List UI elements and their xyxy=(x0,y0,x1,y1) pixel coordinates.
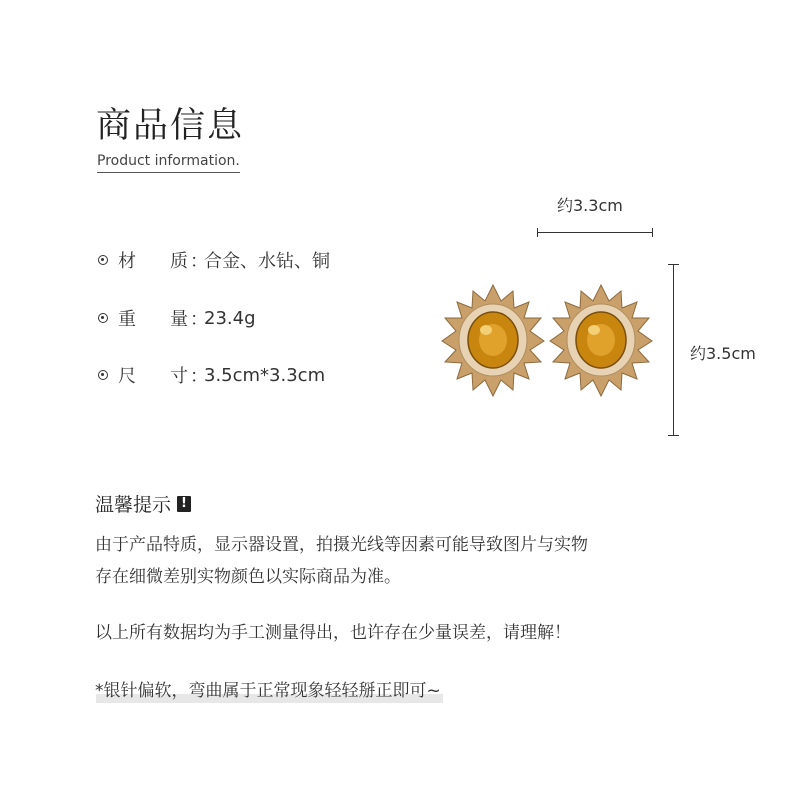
bullet-icon xyxy=(98,370,108,380)
notice-heading xyxy=(95,490,191,517)
page-subtitle: Product information. xyxy=(97,153,240,169)
dimension-cap xyxy=(668,435,679,436)
subtitle-underline xyxy=(97,172,240,173)
spec-colon: ： xyxy=(190,366,208,387)
dimension-cap xyxy=(652,228,653,237)
spec-row-weight xyxy=(98,306,256,330)
page-title: 商品信息 xyxy=(96,106,245,146)
spec-value-size: 3.5cm*3.3cm xyxy=(204,364,326,386)
spec-key-first: 尺 xyxy=(118,366,136,387)
height-dimension-label: 约3.5cm xyxy=(690,344,756,363)
notice-line-3: 以上所有数据均为手工测量得出，也许存在少量误差，请理解！ xyxy=(95,623,571,643)
width-dimension-line xyxy=(537,232,653,233)
earring-right-image xyxy=(548,283,654,398)
bullet-icon xyxy=(98,313,108,323)
notice-title: 温馨提示 xyxy=(95,494,172,516)
spec-colon: ： xyxy=(190,251,208,272)
earring-left-image xyxy=(440,283,546,398)
notice-line-1: 由于产品特质，显示器设置，拍摄光线等因素可能导致图片与实物 xyxy=(95,535,588,555)
notice-line-4: *银针偏软，弯曲属于正常现象轻轻掰正即可~ xyxy=(95,681,441,701)
spec-value-weight: 23.4g xyxy=(204,307,256,329)
spec-value-material: 合金、水钻、铜 xyxy=(204,251,330,272)
spec-key-first: 重 xyxy=(118,309,136,330)
spec-key-second: 质 xyxy=(170,251,188,272)
exclamation-icon: ! xyxy=(177,496,191,512)
spec-row-size xyxy=(98,363,325,387)
height-dimension-line xyxy=(673,264,674,436)
dimension-cap xyxy=(537,228,538,237)
bullet-icon xyxy=(98,255,108,265)
spec-key-first: 材 xyxy=(118,251,136,272)
spec-colon: ： xyxy=(190,309,208,330)
notice-line-2: 存在细微差别实物颜色以实际商品为准。 xyxy=(95,567,401,587)
dimension-cap xyxy=(668,264,679,265)
spec-key-second: 寸 xyxy=(170,366,188,387)
spec-key-second: 量 xyxy=(170,309,188,330)
width-dimension-label: 约3.3cm xyxy=(557,196,623,215)
spec-row-material xyxy=(98,248,330,272)
